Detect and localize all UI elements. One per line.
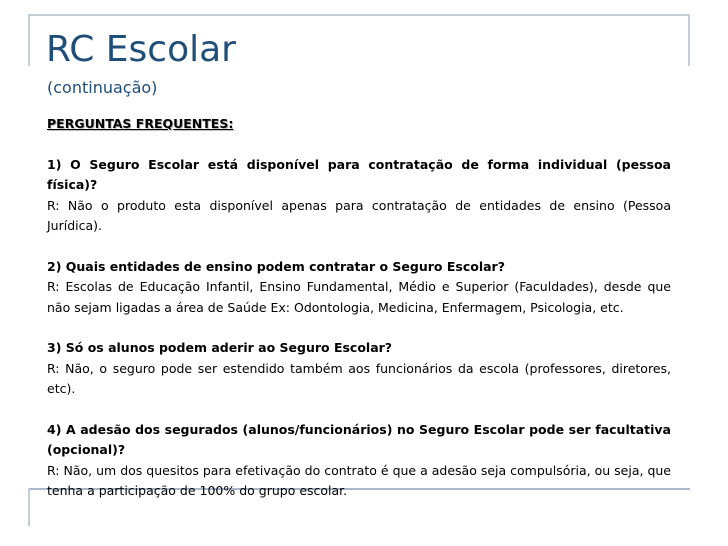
faq-heading: PERGUNTAS FREQUENTES: — [47, 116, 234, 131]
slide-frame-left-bottom-line — [28, 488, 30, 526]
faq-question: 3) Só os alunos podem aderir ao Seguro Escolar? — [47, 340, 393, 355]
faq-content — [47, 114, 671, 522]
slide-subtitle: (continuação) — [47, 78, 158, 97]
slide-frame-right-line — [688, 14, 690, 66]
faq-item — [47, 257, 671, 319]
faq-question: 2) Quais entidades de ensino podem contratar o Seguro Escolar? — [47, 258, 505, 274]
slide-title: RC Escolar — [46, 29, 236, 70]
faq-item — [47, 338, 671, 400]
slide-frame-top-line — [28, 14, 690, 16]
faq-question: 1) O Seguro Escolar está disponível para contratação de forma individual (pessoa física)? — [47, 156, 671, 192]
faq-item — [47, 420, 671, 502]
slide-frame-left-line — [28, 14, 30, 66]
faq-answer: R: Não o produto esta disponível apenas para contratação de entidades de ensino (Pessoa Jurídica). — [47, 197, 671, 233]
faq-answer: R: Não, um dos quesitos para efetivação do contrato é que a adesão seja compulsória, ou seja, que tenha a participação de 100% do grupo escolar. — [47, 462, 671, 498]
faq-question: 4) A adesão dos segurados (alunos/funcionários) no Seguro Escolar pode ser facultativa (opcional)? — [47, 421, 671, 457]
faq-answer: R: Escolas de Educação Infantil, Ensino Fundamental, Médio e Superior (Faculdades), desde que não sejam ligadas a área de Saúde Ex: Odontologia, Medicina, Enfermagem, Psicologia, etc. — [47, 279, 671, 315]
faq-answer: R: Não, o seguro pode ser estendido também aos funcionários da escola (professores, diretores, etc). — [47, 360, 671, 396]
faq-item — [47, 155, 671, 237]
